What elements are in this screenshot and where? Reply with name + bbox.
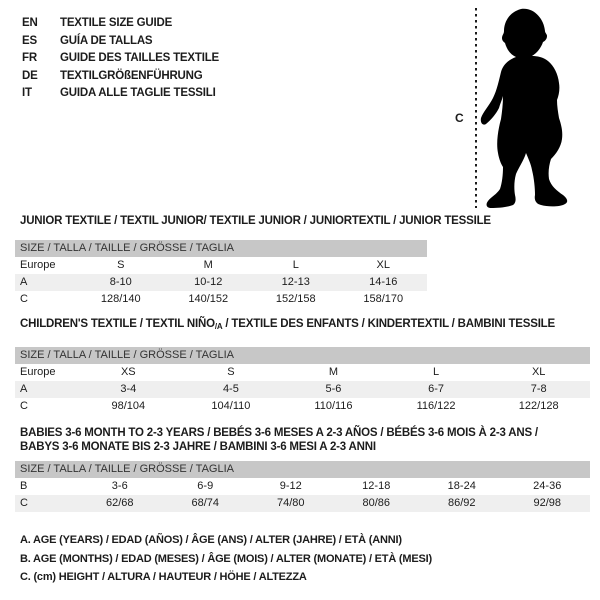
guide-title-es: GUÍA DE TALLAS (60, 34, 153, 47)
footnote-b-age-months: B. AGE (MONTHS) / EDAD (MESES) / ÂGE (MOIS) / ALTER (MONATE) / ETÀ (MESI) (20, 552, 432, 565)
age-value: 12-13 (252, 274, 340, 291)
language-row (22, 15, 219, 33)
months-value: 24-36 (533, 480, 562, 492)
size-value: XS (120, 366, 136, 378)
height-value: 86/92 (419, 495, 505, 512)
row-label: B (20, 480, 28, 492)
height-value: 110/116 (314, 400, 353, 412)
months-value: 9-12 (279, 480, 302, 492)
table-row-europe (15, 257, 427, 274)
table-row-height (15, 495, 590, 512)
toddler-figure (445, 0, 600, 215)
section-babies-title (20, 426, 590, 454)
language-code: IT (22, 87, 32, 99)
height-value: 98/104 (111, 400, 146, 412)
table-row-europe (15, 364, 590, 381)
size-value: S (117, 259, 125, 271)
size-band-row (15, 347, 590, 364)
height-value: 68/74 (163, 495, 249, 512)
legend-footnotes (20, 531, 432, 587)
age-value: 4-5 (180, 381, 283, 398)
table-row-height (15, 291, 427, 308)
section-babies (15, 426, 590, 512)
row-label: C (20, 400, 28, 412)
section-junior-title: JUNIOR TEXTILE / TEXTIL JUNIOR/ TEXTILE JUNIOR / JUNIORTEXTIL / JUNIOR TESSILE (20, 215, 491, 227)
language-row (22, 50, 219, 68)
section-junior (15, 214, 491, 308)
language-code: ES (22, 34, 37, 47)
height-value: 116/122 (416, 400, 456, 412)
months-value: 3-6 (111, 480, 128, 492)
size-value: L (292, 259, 299, 271)
height-value: 158/170 (363, 293, 404, 305)
size-band-row (15, 461, 590, 478)
row-label: Europe (20, 366, 56, 378)
height-value: 74/80 (248, 495, 334, 512)
title-text: / TEXTILE DES ENFANTS / KINDERTEXTIL / BAMBINI TESSILE (222, 318, 555, 330)
junior-size-table (15, 240, 427, 308)
age-value: 10-12 (165, 274, 253, 291)
height-value: 152/158 (275, 293, 316, 305)
size-band-label: SIZE / TALLA / TAILLE / GRÖSSE / TAGLIA (15, 240, 427, 257)
language-code: EN (22, 17, 38, 29)
height-value: 104/110 (211, 400, 251, 412)
guide-title-it: GUIDA ALLE TAGLIE TESSILI (60, 87, 216, 99)
table-row-age (15, 381, 590, 398)
age-value: 3-4 (77, 381, 180, 398)
age-value: 14-16 (340, 274, 428, 291)
guide-title-fr: GUIDE DES TAILLES TEXTILE (60, 52, 219, 64)
size-value: S (227, 366, 235, 378)
months-value: 6-9 (197, 480, 214, 492)
size-value: XL (531, 366, 546, 378)
height-value: 140/152 (188, 293, 229, 305)
language-code: FR (22, 52, 37, 64)
table-row-height (15, 398, 590, 415)
height-value: 92/98 (505, 495, 591, 512)
table-row-months (15, 478, 590, 495)
children-size-table (15, 347, 590, 415)
title-line-1: BABIES 3-6 MONTH TO 2-3 YEARS / BEBÉS 3-6 MESES A 2-3 AÑOS / BÉBÉS 3-6 MOIS À 2-3 ANS / (20, 427, 538, 439)
language-row (22, 85, 219, 103)
row-label: A (15, 381, 77, 398)
months-value: 12-18 (362, 480, 391, 492)
height-value: 128/140 (100, 293, 141, 305)
table-row-age (15, 274, 427, 291)
language-title-list (22, 15, 219, 103)
size-value: M (328, 366, 339, 378)
size-band-label: SIZE / TALLA / TAILLE / GRÖSSE / TAGLIA (15, 347, 590, 364)
title-subscript: /A (214, 322, 223, 331)
guide-title-en: TEXTILE SIZE GUIDE (60, 17, 173, 29)
footnote-c-height-cm: C. (cm) HEIGHT / ALTURA / HAUTEUR / HÖHE / ALTEZZA (20, 571, 307, 583)
height-value: 122/128 (518, 400, 559, 412)
row-label: A (15, 274, 77, 291)
row-label: C (20, 293, 28, 305)
age-value: 5-6 (282, 381, 385, 398)
size-value: L (433, 366, 440, 378)
size-value: XL (376, 259, 390, 271)
size-band-label: SIZE / TALLA / TAILLE / GRÖSSE / TAGLIA (15, 461, 590, 478)
row-label: C (15, 495, 77, 512)
section-children-title (20, 317, 590, 334)
toddler-silhouette (481, 9, 567, 208)
language-row (22, 68, 219, 86)
months-value: 18-24 (447, 480, 476, 492)
title-line-2: BABYS 3-6 MONATE BIS 2-3 JAHRE / BAMBINI 3-6 MESI A 2-3 ANNI (20, 441, 376, 453)
age-value: 6-7 (385, 381, 488, 398)
size-value: M (203, 259, 213, 271)
footnote-a-age-years: A. AGE (YEARS) / EDAD (AÑOS) / ÂGE (ANS) / ALTER (JAHRE) / ETÀ (ANNI) (20, 534, 402, 546)
language-code: DE (22, 69, 38, 82)
age-value: 8-10 (77, 274, 165, 291)
age-value: 7-8 (487, 381, 590, 398)
height-value: 62/68 (77, 495, 163, 512)
size-band-row (15, 240, 427, 257)
title-text: CHILDREN'S TEXTILE / TEXTIL NIÑO (20, 318, 215, 330)
language-row (22, 33, 219, 51)
section-children (15, 317, 590, 415)
height-value: 80/86 (334, 495, 420, 512)
row-label: Europe (20, 259, 56, 271)
guide-title-de: TEXTILGRÖßENFÜHRUNG (60, 69, 203, 82)
height-measure-label: C (455, 111, 464, 125)
babies-size-table (15, 461, 590, 512)
